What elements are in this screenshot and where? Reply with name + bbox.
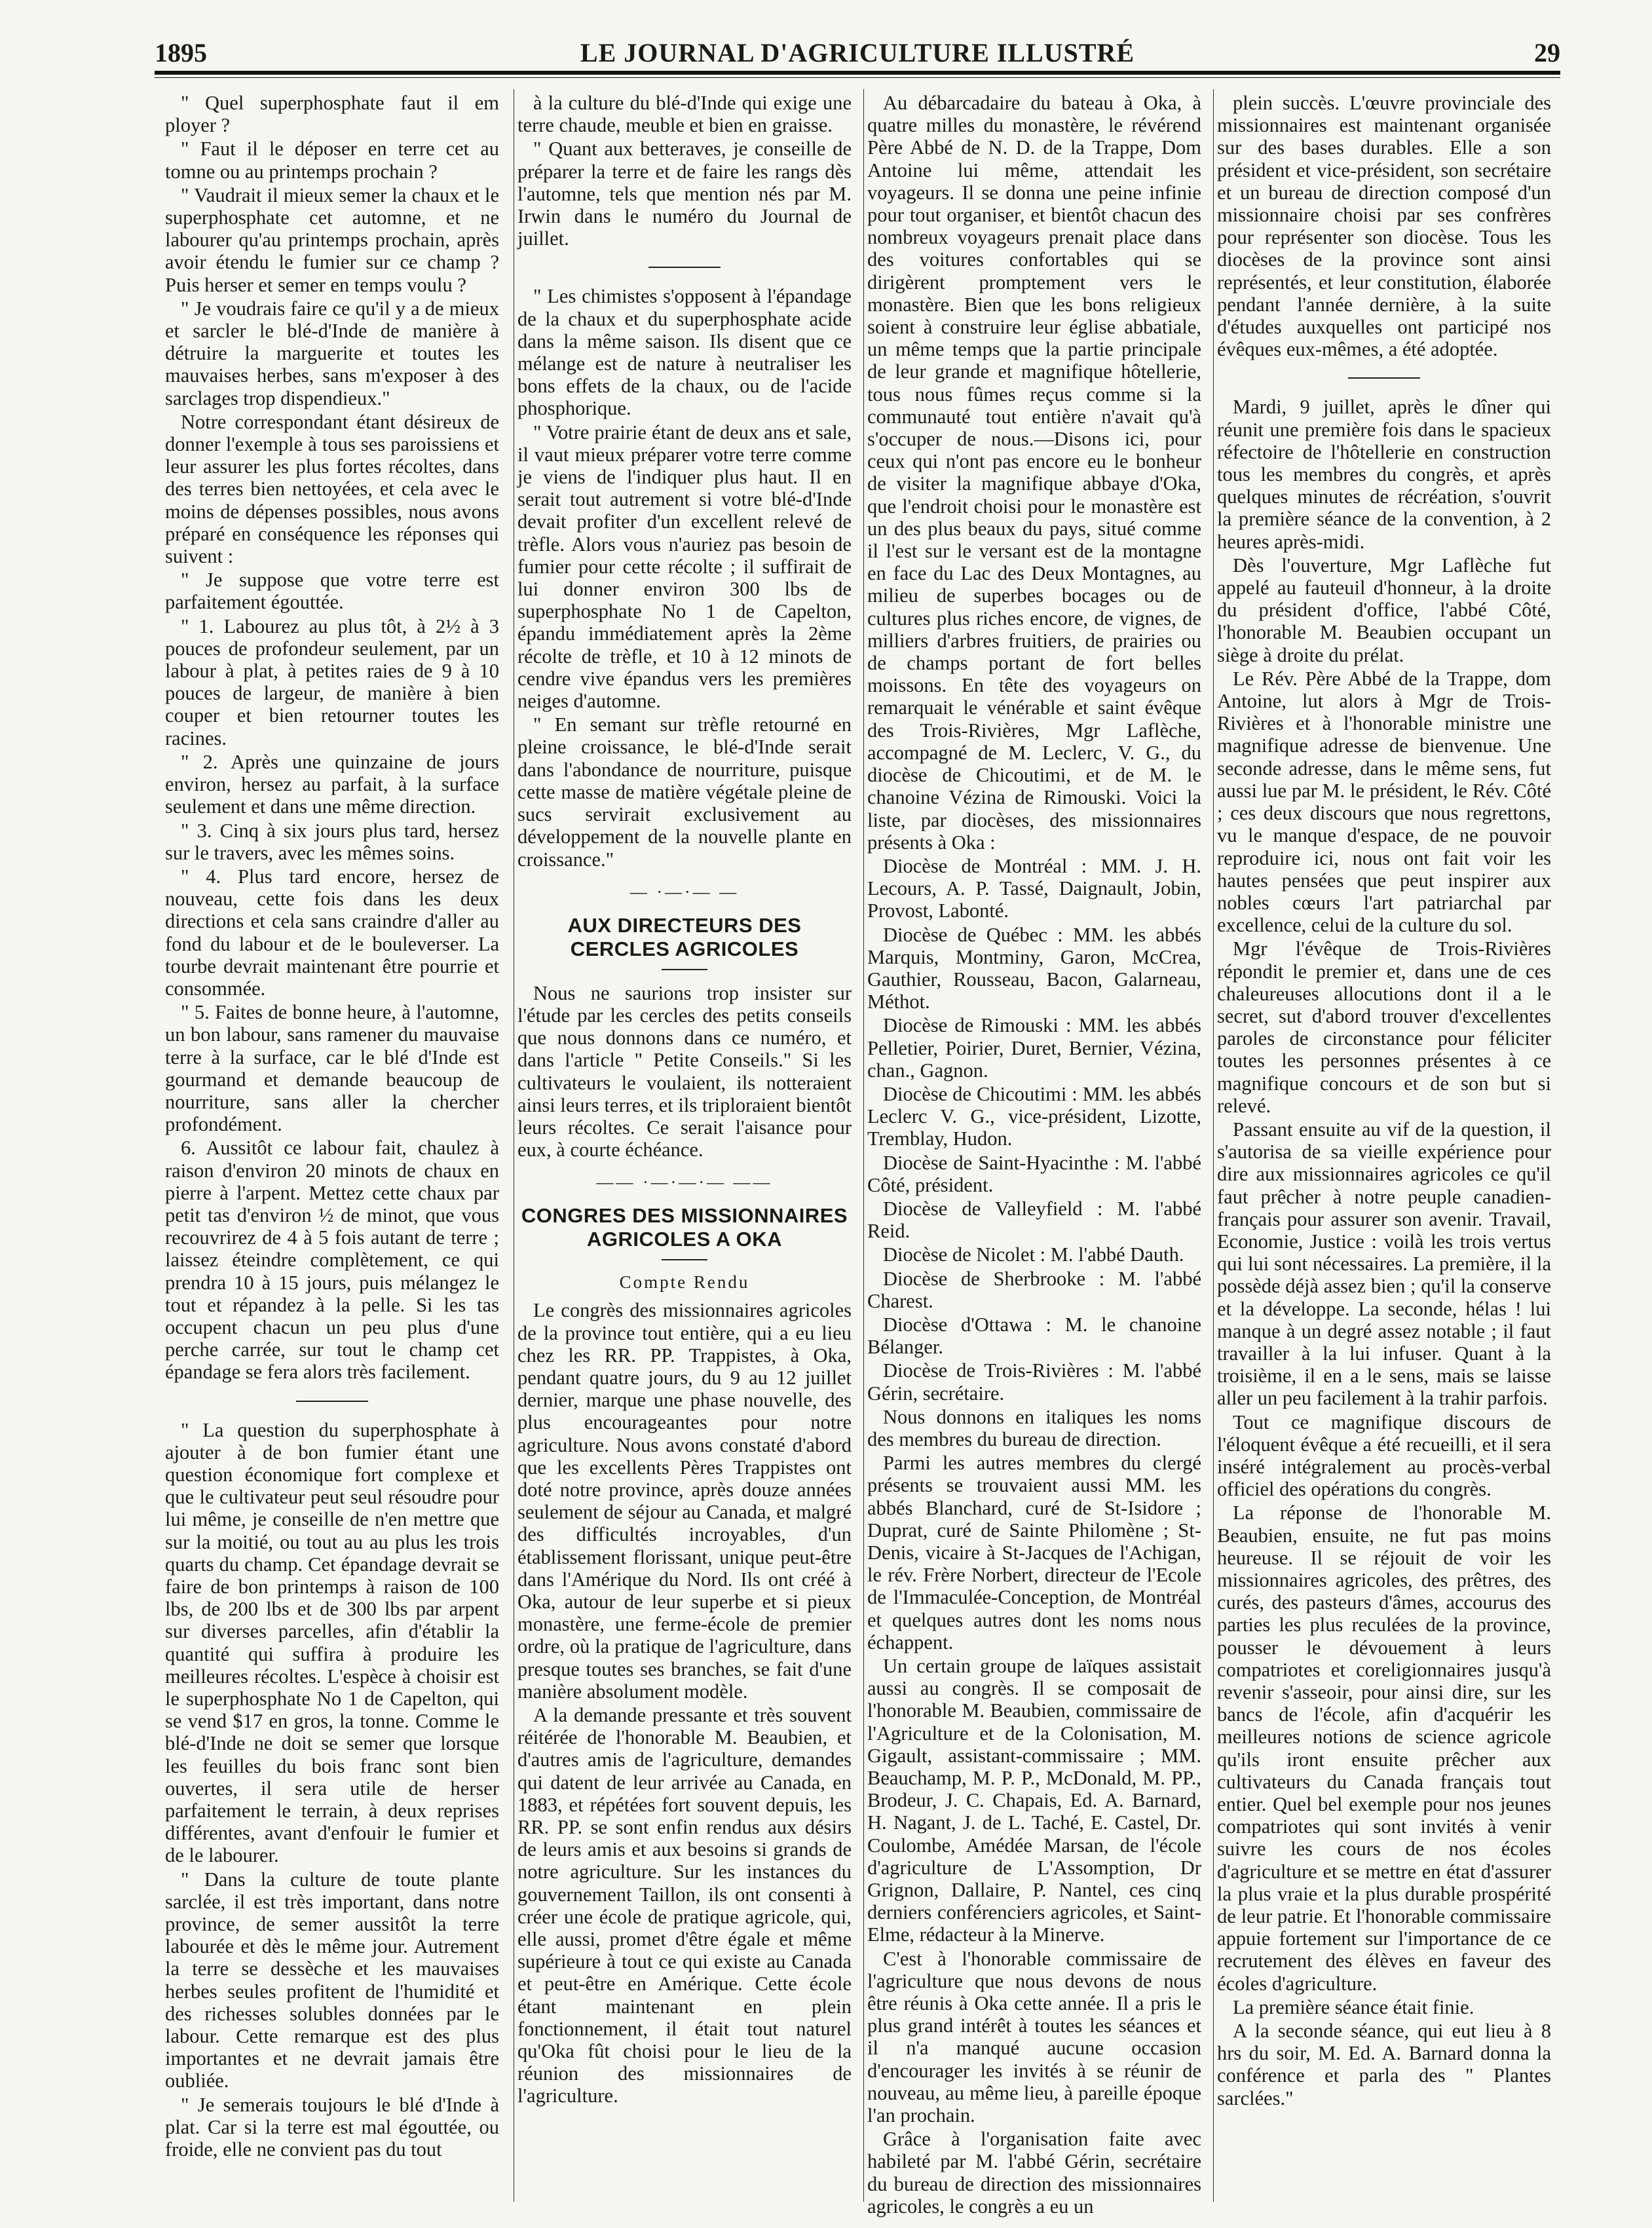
paragraph: A la seconde séance, qui eut lieu à 8 hrs du soir, M. Ed. A. Barnard donna la conférence et parla des " Plantes sarclées." [1217,2020,1551,2109]
section-title-congres: CONGRES DES MISSIONNAIRES AGRICOLES A OKA [521,1204,848,1251]
paragraph: " Vaudrait il mieux semer la chaux et le superphosphate cet automne, et ne labourer qu'au printemps prochain, après avoir étendu le fumier sur ce champ ? Puis herser et semer en temps voulu ? [165,183,499,296]
paragraph: Au débarcadaire du bateau à Oka, à quatre milles du monastère, le révérend Père Abbé de N. D. de la Trappe, Dom Antoine lui même, attendait les voyageurs. Il se donna une peine infinie pour tout organiser, et bientôt chacun des nombreux voyageurs prenait place dans des voitures confortables qui se dirigèrent promptement vers le monastère. Bien que les bons religieux soient à construire leur église abbatiale, un même temps que la partie principale de leur grande et magnifique hôtellerie, tous nous fûmes reçus comme si la communauté tout entière n'avait qu'à s'occuper de nous.—Disons ici, pour ceux qui n'ont pas encore eu le bonheur de visiter la magnifique abbaye d'Oka, que l'endroit choisi pour le monastère est un des plus beaux du pays, situé comme il l'est sur le versant est de la montagne en face du Lac des Deux Montagnes, au milieu de superbes bocages ou de cultures plus riches encore, de vignes, de milliers d'arbres fruitiers, de prairies ou de champs portant de fort belles moissons. En tête des voyageurs on remarquait le vénérable et saint évêque des Trois-Rivières, Mgr Laflèche, accompagné de M. Leclerc, V. G., du diocèse de Chicoutimi, et de M. le chanoine Vézina de Rimouski. Voici la liste, par diocèses, des missionnaires présents à Oka : [867,92,1201,854]
paragraph: " 3. Cinq à six jours plus tard, hersez sur le travers, avec les mêmes soins. [165,819,499,864]
paragraph: Grâce à l'organisation faite avec habileté par M. l'abbé Gérin, secrétaire du bureau de direction des missionnaires agricoles, le congrès a eu un [867,2128,1201,2218]
paragraph: Diocèse de Saint-Hyacinthe : M. l'abbé Côté, président. [867,1151,1201,1196]
paragraph: Passant ensuite au vif de la question, il s'autorisa de sa vieille expérience pour dire aux missionnaires agricoles ce qu'il faut prêcher à notre peuple canadien-français pour assurer son avenir. Travail, Economie, Justice : voilà les trois vertus qui lui sont nécessaires. La première, il la possède déjà assez bien ; qu'il la conserve et la développe. La seconde, hélas ! lui manque à un degré assez notable ; il faut travailler à la lui infuser. Quant à la troisième, il en a le sens, mais se laisse aller un peu facilement à la trahir parfois. [1217,1118,1551,1410]
paragraph: Mardi, 9 juillet, après le dîner qui réunit une première fois dans le spacieux réfectoire de l'hôtellerie en construction tous les membres du congrès, et après quelques minutes de récréation, s'ouvrit la première séance de la convention, à 2 heures après-midi. [1217,396,1551,553]
title-underline [662,969,707,970]
paragraph: Tout ce magnifique discours de l'éloquent évêque a été recueilli, et il sera inséré intégralement au procès-verbal officiel des opérations du congrès. [1217,1410,1551,1501]
paragraph: La première séance était finie. [1233,1995,1474,2018]
paragraph: Diocèse de Chicoutimi : MM. les abbés Leclerc V. G., vice-président, Lizotte, Tremblay, Hudon. [867,1082,1201,1150]
ornamental-separator: —— ·—·—·— —— [596,1173,773,1192]
column-4 [1217,92,1551,2201]
paragraph: " La question du superphosphate à ajouter à de bon fumier étant une question économique fort complexe et que le cultivateur peut seul résoudre pour lui même, je conseille de n'en mettre que sur la moitié, ou tout au au plus les trois quarts du champ. Cet épandage devrait se faire de bon printemps à raison de 100 lbs, de 200 lbs et de 300 lbs par arpent sur diverses parcelles, afin d'établir la quantité qui suffira à produire les meilleures récoltes. L'espèce à choisir est le superphosphate No 1 de Capelton, qui se vend $17 en gros, la tonne. Comme le blé-d'Inde ne doit se semer que lorsque les feuilles du bois franc sont bien ouvertes, il sera utile de herser parfaitement le terrain, à deux reprises différentes, avant d'enfouir le fumier et de le labourer. [165,1418,499,1867]
column-divider [863,89,864,2202]
paragraph: " Quant aux betteraves, je conseille de préparer la terre et de faire les rangs dès l'automne, tels que mention nés par M. Irwin dans le numéro du Journal de juillet. [517,138,852,250]
section-separator [1348,377,1420,379]
paragraph: Nous donnons en italiques les noms des membres du bureau de direction. [867,1405,1201,1450]
issue-year: 1895 [155,38,207,67]
paragraph: Parmi les autres membres du clergé présents se trouvaient aussi MM. les abbés Blanchard, curé de St-Isidore ; Duprat, curé de Sainte Philomène ; St-Denis, vicaire à St-Jacques de l'Achigan, le rév. Frère Norbert, directeur de l'Ecole de l'Immaculée-Conception, de Montréal et quelques autres dont les noms nous échappent. [867,1452,1201,1653]
paragraph: Nous ne saurions trop insister sur l'étude par les cercles des petits conseils que nous donnons dans ce numéro, et dans l'article " Petite Conseils." Si les cultivateurs le voulaient, ils notteraient ainsi leurs terres, et ils triploraient bientôt leurs récoltes. Ce serait l'aisance pour eux, à courte échéance. [517,981,852,1161]
column-2 [517,92,852,2201]
paragraph: La réponse de l'honorable M. Beaubien, ensuite, ne fut pas moins heureuse. Il se réjouit de voir les missionnaires agricoles, des prêtres, des curés, des pasteurs d'âmes, accourus des parties les plus reculées de la province, pousser le dévouement à leurs compatriotes et coreligionnaires jusqu'à revenir s'asseoir, pour ainsi dire, sur les bancs de l'école, afin d'acquérir les meilleures notions de science agricole qu'ils iront ensuite prêcher aux cultivateurs du Canada français tout entier. Quel bel exemple pour nos jeunes compatriotes qui sont invités à venir suivre les cours de nos écoles d'agriculture et se mettre en état d'assurer la plus vraie et la plus durable prospérité de leur patrie. Et l'honorable commissaire appuie fortement sur l'importance de ce recrutement des élèves en faveur des écoles d'agriculture. [1217,1501,1551,1995]
paragraph: " 2. Après une quinzaine de jours environ, hersez au parfait, à la surface seulement et dans une même direction. [165,750,499,818]
paragraph: Diocèse de Rimouski : MM. les abbés Pelletier, Poirier, Duret, Bernier, Vézina, chan., Gagnon. [867,1014,1201,1082]
title-underline [662,1259,707,1260]
subheading-compte-rendu: Compte Rendu [619,1272,750,1293]
paragraph: A la demande pressante et très souvent réitérée de l'honorable M. Beaubien, et d'autres amis de l'agriculture, demandes qui datent de leur arrivée au Canada, en 1883, et répétées fort souvent depuis, les RR. PP. se sont enfin rendus aux désirs de leurs amis et aux besoins si grands de notre agriculture. Sur les instances du gouvernement Taillon, ils ont consenti à créer une école de pratique agricole, qui, elle aussi, promet d'être égale et même supérieure à tout ce qui existe au Canada et peut-être en Amérique. Cette école étant maintenant en plein fonctionnement, il était tout naturel qu'Oka fût choisi pour le lieu de la réunion des missionnaires de l'agriculture. [517,1703,852,2107]
paragraph: " 4. Plus tard encore, hersez de nouveau, cette fois dans les deux directions et cela sans craindre d'aller au fond du labour et de le bouleverser. La tourbe devrait maintenant être pourrie et consommée. [165,865,499,1000]
paragraph: Diocèse de Montréal : MM. J. H. Lecours, A. P. Tassé, Daignault, Jobin, Provost, Labonté. [867,854,1201,922]
paragraph: Le Rév. Père Abbé de la Trappe, dom Antoine, lut alors à Mgr de Trois-Rivières et à l'honorable ministre une magnifique adresse de bienvenue. Une seconde adresse, dans le même sens, fut aussi lue par M. le président, le Rév. Côté ; ces deux discours que nous regrettons, vu le manque d'espace, de ne pouvoir reproduire ici, nous ont fait voir les hautes pensées que peut inspirer aux nobles cœurs l'art patriarchal par excellence, celui de la culture du sol. [1217,667,1551,937]
header-rule-thin [155,77,1560,78]
paragraph: Diocèse de Valleyfield : M. l'abbé Reid. [867,1197,1201,1243]
paragraph: 6. Aussitôt ce labour fait, chaulez à raison d'environ 20 minots de chaux en pierre à l'arpent. Mettez cette chaux par petit tas d'environ ½ de minot, que vous recouvrirez de 4 à 5 fois autant de terre ; laissez éteindre complètement, ce qui prendra 10 à 15 jours, puis mélangez le tout et répandez à la pelle. Si les tas occupent chacun un peu plus d'une perche carrée, sur tout le champ cet épandage se fera alors très facilement. [165,1137,499,1384]
paragraph: " Je suppose que votre terre est parfaitement égouttée. [165,569,499,614]
paragraph: Mgr l'évêque de Trois-Rivières répondit le premier et, dans une de ces chaleureuses allocutions dont il a le secret, sut d'abord trouver d'excellentes paroles de circonstance pour féliciter toutes les personnes présentes à ce magnifique concours et de son but si relevé. [1217,937,1551,1117]
ornamental-separator: — ·—·— — [629,882,740,901]
page-header [155,38,1560,68]
paragraph: " Les chimistes s'opposent à l'épandage de la chaux et du superphosphate acide dans la même saison. Ils disent que ce mélange est de nature à neutraliser les bons effets de la chaux, ou de l'acide phosphorique. [517,285,852,420]
paragraph: " Je voudrais faire ce qu'il y a de mieux et sarcler le blé-d'Inde de manière à détruire la marguerite et toutes les mauvaises herbes, sans m'exposer à des sarclages trop dispendieux." [165,297,499,409]
paragraph: Diocèse de Trois-Rivières : M. l'abbé Gérin, secrétaire. [867,1359,1201,1405]
section-separator [648,267,721,268]
paragraph: " En semant sur trèfle retourné en pleine croissance, le blé-d'Inde serait dans l'abondance de nourriture, puisque cette masse de matière végétale pleine de sucs servirait exclusivement au développement de la nouvelle plante en croissance." [517,713,852,871]
paragraph: " Je semerais toujours le blé d'Inde à plat. Car si la terre est mal égouttée, ou froide, elle ne convient pas du tout [165,2093,499,2161]
paragraph: Diocèse d'Ottawa : M. le chanoine Bélanger. [867,1313,1201,1359]
paragraph: " 5. Faites de bonne heure, à l'automne, un bon labour, sans ramener du mauvaise terre à la surface, car le blé d'Inde est gourmand et demande beaucoup de nourriture, sans aller la chercher profondément. [165,1001,499,1136]
paragraph: à la culture du blé-d'Inde qui exige une terre chaude, meuble et bien en graisse. [517,92,852,137]
paragraph: Diocèse de Sherbrooke : M. l'abbé Charest. [867,1267,1201,1312]
column-divider [1213,89,1214,2202]
paragraph: " Faut il le déposer en terre cet au tomne ou au printemps prochain ? [165,138,499,183]
paragraph: Diocèse de Québec : MM. les abbés Marquis, Montminy, Garon, McCrea, Gauthier, Rousseau, Bacon, Galarneau, Méthot. [867,923,1201,1013]
paragraph: Notre correspondant étant désireux de donner l'exemple à tous ses paroissiens et leur assurer les plus fortes récoltes, dans des terres bien nettoyées, et cela avec le moins de dépenses possibles, nous avons préparé en conséquence les réponses qui suivent : [165,410,499,568]
paragraph: plein succès. L'œuvre provinciale des missionnaires est maintenant organisée sur des bases durables. Elle a son président et vice-président, son secrétaire et un bureau de direction composé d'un missionnaire choisi par ses confrères pour représenter son diocèse. Tous les diocèses de la province sont ainsi représentés, et leur constitution, élaborée pendant l'année dernière, à la suite d'études auxquelles ont participé nos évêques eux-mêmes, a été adoptée. [1217,92,1551,361]
journal-title: LE JOURNAL D'AGRICULTURE ILLUSTRÉ [580,38,1135,67]
paragraph: " Quel superphosphate faut il em ployer ? [165,92,499,137]
section-separator [296,1401,368,1402]
paragraph: C'est à l'honorable commissaire de l'agriculture que nous devons de nous être réunis à Oka cette année. Il a pris le plus grand intérêt à toutes les séances et il n'a manqué aucune occasion d'encourager les invités à se réunir de nouveau, au même lieu, à pareille époque l'an prochain. [867,1947,1201,2127]
paragraph: " Votre prairie étant de deux ans et sale, il vaut mieux préparer votre terre comme je viens de l'indiquer plus haut. Il en serait tout autrement si votre blé-d'Inde devait profiter d'un excellent relevé de trèfle. Alors vous n'auriez pas besoin de fumier pour cette récolte ; il suffirait de lui donner environ 300 lbs de superphosphate No 1 de Capelton, épandu immédiatement après la 2ème récolte de trèfle, et 10 à 12 minots de cendre vive épandus vers les premières neiges d'automne. [517,421,852,713]
paragraph: Un certain groupe de laïques assistait aussi au congrès. Il se composait de l'honorable M. Beaubien, commissaire de l'Agriculture et de la Colonisation, M. Gigault, assistant-commissaire ; MM. Beauchamp, M. P. P., McDonald, M. PP., Brodeur, J. C. Chapais, Ed. A. Barnard, H. Nagant, J. de L. Taché, E. Castel, Dr. Coulombe, Amédée Marsan, de l'école d'agriculture de L'Assomption, Dr Grignon, Dallaire, P. Nantel, ces cinq derniers conférenciers agricoles, et Saint-Elme, rédacteur à la Minerve. [867,1655,1201,1946]
page-number: 29 [1534,38,1560,67]
paragraph: Dès l'ouverture, Mgr Laflèche fut appelé au fauteuil d'honneur, à la droite du président d'office, l'abbé Côté, l'honorable M. Beaubien occupant un siège à droite du prélat. [1217,554,1551,666]
column-1 [165,92,499,2201]
paragraph: " Dans la culture de toute plante sarclée, il est très important, dans notre province, de semer aussitôt la terre labourée et dès le même jour. Autrement la terre se dessèche et les mauvaises herbes seules profitent de l'humidité et des richesses solubles données par le labour. Cette remarque est des plus importantes et ne devrait jamais être oubliée. [165,1868,499,2092]
column-3 [867,92,1201,2218]
header-rule-thick [155,71,1560,75]
section-title-directeurs: AUX DIRECTEURS DES CERCLES AGRICOLES [567,913,802,960]
paragraph: Diocèse de Nicolet : M. l'abbé Dauth. [883,1243,1184,1266]
paragraph: " 1. Labourez au plus tôt, à 2½ à 3 pouces de profondeur seulement, par un labour à plat, à petites raies de 9 à 10 pouces de largeur, de manière à bien couper et bien retourner toutes les racines. [165,614,499,749]
paragraph: Le congrès des missionnaires agricoles de la province tout entière, qui a eu lieu chez les RR. PP. Trappistes, à Oka, pendant quatre jours, du 9 au 12 juillet dernier, marque une phase nouvelle, des plus encourageantes pour notre agriculture. Nous avons constaté d'abord que les excellents Pères Trappistes ont doté notre province, après douze années seulement de séjour au Canada, et malgré des difficultés incroyables, d'un établissement florissant, unique peut-être dans l'Amérique du Nord. Ils ont créé à Oka, autour de leur superbe et si pieux monastère, une ferme-école de premier ordre, où la pratique de l'agriculture, dans presque toutes ses branches, se fait d'une manière absolument modèle. [517,1299,852,1703]
